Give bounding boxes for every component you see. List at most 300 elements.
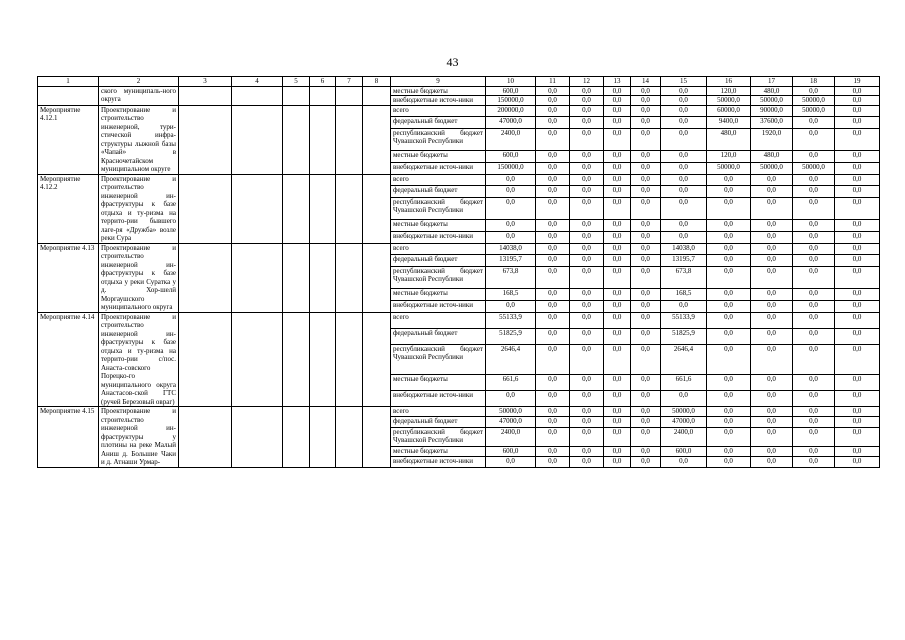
value-cell: 51825,9 bbox=[661, 328, 707, 344]
value-cell: 0,0 bbox=[536, 266, 570, 288]
value-cell: 0,0 bbox=[486, 300, 536, 312]
value-cell: 0,0 bbox=[835, 457, 880, 467]
value-cell: 50000,0 bbox=[793, 96, 835, 106]
value-cell: 0,0 bbox=[570, 417, 604, 427]
funding-source: республиканский бюджет Чувашской Республики bbox=[391, 344, 486, 374]
value-cell: 0,0 bbox=[751, 374, 793, 390]
value-cell: 0,0 bbox=[793, 446, 835, 456]
value-cell: 0,0 bbox=[631, 151, 661, 163]
value-cell: 50000,0 bbox=[486, 407, 536, 417]
value-cell: 14038,0 bbox=[486, 243, 536, 255]
value-cell: 0,0 bbox=[536, 255, 570, 267]
measure-description: ского муниципаль-ного округа bbox=[99, 86, 179, 105]
value-cell: 0,0 bbox=[486, 231, 536, 243]
empty-cell bbox=[363, 243, 391, 312]
value-cell: 0,0 bbox=[707, 417, 751, 427]
funding-source: местные бюджеты bbox=[391, 220, 486, 232]
value-cell: 0,0 bbox=[793, 220, 835, 232]
value-cell: 0,0 bbox=[486, 390, 536, 406]
value-cell: 0,0 bbox=[661, 457, 707, 467]
value-cell: 0,0 bbox=[751, 289, 793, 301]
value-cell: 0,0 bbox=[570, 457, 604, 467]
empty-cell bbox=[179, 312, 232, 407]
value-cell: 0,0 bbox=[793, 86, 835, 96]
value-cell: 0,0 bbox=[631, 162, 661, 174]
value-cell: 0,0 bbox=[631, 86, 661, 96]
value-cell: 0,0 bbox=[604, 407, 631, 417]
measure-id bbox=[38, 86, 99, 105]
value-cell: 90000,0 bbox=[751, 105, 793, 117]
value-cell: 0,0 bbox=[536, 128, 570, 150]
value-cell: 0,0 bbox=[604, 117, 631, 129]
value-cell: 0,0 bbox=[536, 243, 570, 255]
value-cell: 0,0 bbox=[631, 390, 661, 406]
funding-source: федеральный бюджет bbox=[391, 328, 486, 344]
value-cell: 0,0 bbox=[751, 457, 793, 467]
value-cell: 0,0 bbox=[631, 174, 661, 186]
value-cell: 0,0 bbox=[536, 374, 570, 390]
value-cell: 0,0 bbox=[536, 151, 570, 163]
value-cell: 0,0 bbox=[793, 457, 835, 467]
value-cell: 0,0 bbox=[570, 407, 604, 417]
value-cell: 0,0 bbox=[631, 220, 661, 232]
measure-description: Проектирование и строительство инженерной ин-фраструктуры у плотины на реке Малый Аниш д. Большие Чаки и д. Атнаши Урмар- bbox=[99, 407, 179, 468]
value-cell: 2646,4 bbox=[661, 344, 707, 374]
funding-source: всего bbox=[391, 312, 486, 328]
value-cell: 0,0 bbox=[604, 105, 631, 117]
value-cell: 0,0 bbox=[604, 162, 631, 174]
measure-id: Мероприятие 4.13 bbox=[38, 243, 99, 312]
funding-source: внебюджетные источ-ники bbox=[391, 162, 486, 174]
column-header: 9 bbox=[391, 77, 486, 87]
budget-table bbox=[37, 76, 880, 468]
value-cell: 0,0 bbox=[570, 289, 604, 301]
empty-cell bbox=[283, 312, 310, 407]
value-cell: 0,0 bbox=[604, 446, 631, 456]
value-cell: 0,0 bbox=[835, 151, 880, 163]
value-cell: 0,0 bbox=[570, 374, 604, 390]
value-cell: 0,0 bbox=[604, 390, 631, 406]
value-cell: 50000,0 bbox=[707, 162, 751, 174]
column-header: 1 bbox=[38, 77, 99, 87]
value-cell: 0,0 bbox=[661, 128, 707, 150]
value-cell: 0,0 bbox=[631, 446, 661, 456]
value-cell: 0,0 bbox=[793, 374, 835, 390]
funding-source: местные бюджеты bbox=[391, 86, 486, 96]
value-cell: 0,0 bbox=[536, 427, 570, 446]
value-cell: 0,0 bbox=[707, 427, 751, 446]
funding-source: местные бюджеты bbox=[391, 374, 486, 390]
value-cell: 0,0 bbox=[570, 220, 604, 232]
funding-source: республиканский бюджет Чувашской Республики bbox=[391, 128, 486, 150]
value-cell: 0,0 bbox=[707, 266, 751, 288]
value-cell: 0,0 bbox=[707, 255, 751, 267]
value-cell: 0,0 bbox=[570, 197, 604, 219]
value-cell: 0,0 bbox=[835, 105, 880, 117]
value-cell: 0,0 bbox=[570, 162, 604, 174]
value-cell: 0,0 bbox=[707, 289, 751, 301]
value-cell: 0,0 bbox=[835, 446, 880, 456]
value-cell: 0,0 bbox=[604, 128, 631, 150]
value-cell: 0,0 bbox=[793, 197, 835, 219]
empty-cell bbox=[283, 407, 310, 468]
value-cell: 0,0 bbox=[536, 162, 570, 174]
value-cell: 0,0 bbox=[835, 86, 880, 96]
value-cell: 0,0 bbox=[793, 266, 835, 288]
empty-cell bbox=[232, 174, 283, 243]
value-cell: 0,0 bbox=[570, 300, 604, 312]
empty-cell bbox=[232, 312, 283, 407]
value-cell: 0,0 bbox=[751, 427, 793, 446]
value-cell: 0,0 bbox=[570, 117, 604, 129]
empty-cell bbox=[363, 312, 391, 407]
empty-cell bbox=[179, 243, 232, 312]
value-cell: 0,0 bbox=[631, 417, 661, 427]
value-cell: 0,0 bbox=[661, 300, 707, 312]
value-cell: 0,0 bbox=[835, 374, 880, 390]
value-cell: 0,0 bbox=[707, 407, 751, 417]
value-cell: 673,8 bbox=[486, 266, 536, 288]
empty-cell bbox=[310, 407, 336, 468]
empty-cell bbox=[310, 86, 336, 105]
value-cell: 0,0 bbox=[631, 407, 661, 417]
column-header: 19 bbox=[835, 77, 880, 87]
value-cell: 480,0 bbox=[707, 128, 751, 150]
value-cell: 0,0 bbox=[631, 243, 661, 255]
value-cell: 0,0 bbox=[631, 197, 661, 219]
value-cell: 0,0 bbox=[707, 220, 751, 232]
value-cell: 0,0 bbox=[661, 162, 707, 174]
value-cell: 0,0 bbox=[707, 344, 751, 374]
value-cell: 0,0 bbox=[835, 197, 880, 219]
value-cell: 0,0 bbox=[486, 186, 536, 198]
value-cell: 0,0 bbox=[604, 427, 631, 446]
value-cell: 0,0 bbox=[536, 231, 570, 243]
value-cell: 0,0 bbox=[631, 266, 661, 288]
value-cell: 0,0 bbox=[835, 174, 880, 186]
value-cell: 0,0 bbox=[570, 96, 604, 106]
empty-cell bbox=[310, 312, 336, 407]
empty-cell bbox=[283, 105, 310, 174]
funding-source: всего bbox=[391, 174, 486, 186]
value-cell: 0,0 bbox=[835, 231, 880, 243]
funding-source: всего bbox=[391, 407, 486, 417]
value-cell: 0,0 bbox=[604, 197, 631, 219]
value-cell: 0,0 bbox=[661, 117, 707, 129]
empty-cell bbox=[232, 86, 283, 105]
column-header: 2 bbox=[99, 77, 179, 87]
value-cell: 0,0 bbox=[536, 174, 570, 186]
value-cell: 0,0 bbox=[707, 328, 751, 344]
value-cell: 600,0 bbox=[486, 151, 536, 163]
value-cell: 0,0 bbox=[536, 86, 570, 96]
value-cell: 0,0 bbox=[751, 220, 793, 232]
column-header: 5 bbox=[283, 77, 310, 87]
value-cell: 0,0 bbox=[835, 255, 880, 267]
empty-cell bbox=[336, 243, 363, 312]
value-cell: 200000,0 bbox=[486, 105, 536, 117]
value-cell: 47000,0 bbox=[661, 417, 707, 427]
column-header: 7 bbox=[336, 77, 363, 87]
value-cell: 0,0 bbox=[536, 197, 570, 219]
empty-cell bbox=[336, 86, 363, 105]
value-cell: 50000,0 bbox=[707, 96, 751, 106]
column-header: 12 bbox=[570, 77, 604, 87]
value-cell: 47000,0 bbox=[486, 417, 536, 427]
value-cell: 0,0 bbox=[570, 174, 604, 186]
value-cell: 0,0 bbox=[751, 417, 793, 427]
empty-cell bbox=[336, 174, 363, 243]
value-cell: 168,5 bbox=[486, 289, 536, 301]
value-cell: 0,0 bbox=[661, 151, 707, 163]
value-cell: 0,0 bbox=[486, 457, 536, 467]
measure-id: Мероприятие 4.15 bbox=[38, 407, 99, 468]
empty-cell bbox=[336, 407, 363, 468]
value-cell: 0,0 bbox=[536, 328, 570, 344]
empty-cell bbox=[179, 174, 232, 243]
value-cell: 2400,0 bbox=[486, 427, 536, 446]
value-cell: 0,0 bbox=[570, 151, 604, 163]
value-cell: 120,0 bbox=[707, 151, 751, 163]
page-number: 43 bbox=[446, 55, 459, 69]
value-cell: 0,0 bbox=[631, 231, 661, 243]
value-cell: 0,0 bbox=[835, 407, 880, 417]
value-cell: 0,0 bbox=[604, 151, 631, 163]
value-cell: 0,0 bbox=[751, 186, 793, 198]
value-cell: 0,0 bbox=[604, 255, 631, 267]
value-cell: 0,0 bbox=[486, 197, 536, 219]
value-cell: 0,0 bbox=[570, 243, 604, 255]
value-cell: 0,0 bbox=[631, 344, 661, 374]
funding-source: всего bbox=[391, 243, 486, 255]
value-cell: 0,0 bbox=[570, 86, 604, 96]
value-cell: 0,0 bbox=[631, 96, 661, 106]
empty-cell bbox=[336, 312, 363, 407]
value-cell: 168,5 bbox=[661, 289, 707, 301]
funding-source: республиканский бюджет Чувашской Республики bbox=[391, 266, 486, 288]
empty-cell bbox=[310, 174, 336, 243]
value-cell: 0,0 bbox=[793, 417, 835, 427]
measure-id: Мероприятие 4.12.1 bbox=[38, 105, 99, 174]
value-cell: 0,0 bbox=[536, 457, 570, 467]
value-cell: 0,0 bbox=[661, 105, 707, 117]
value-cell: 0,0 bbox=[835, 96, 880, 106]
value-cell: 0,0 bbox=[707, 174, 751, 186]
value-cell: 0,0 bbox=[631, 427, 661, 446]
funding-source: федеральный бюджет bbox=[391, 186, 486, 198]
empty-cell bbox=[232, 243, 283, 312]
value-cell: 0,0 bbox=[707, 457, 751, 467]
value-cell: 37600,0 bbox=[751, 117, 793, 129]
value-cell: 0,0 bbox=[751, 312, 793, 328]
value-cell: 0,0 bbox=[835, 300, 880, 312]
column-header: 17 bbox=[751, 77, 793, 87]
value-cell: 0,0 bbox=[793, 427, 835, 446]
value-cell: 0,0 bbox=[707, 374, 751, 390]
value-cell: 0,0 bbox=[793, 407, 835, 417]
empty-cell bbox=[283, 86, 310, 105]
value-cell: 0,0 bbox=[604, 86, 631, 96]
empty-cell bbox=[179, 105, 232, 174]
value-cell: 0,0 bbox=[793, 312, 835, 328]
value-cell: 0,0 bbox=[631, 312, 661, 328]
value-cell: 0,0 bbox=[661, 220, 707, 232]
empty-cell bbox=[283, 243, 310, 312]
value-cell: 0,0 bbox=[835, 186, 880, 198]
column-header: 18 bbox=[793, 77, 835, 87]
value-cell: 0,0 bbox=[604, 231, 631, 243]
value-cell: 120,0 bbox=[707, 86, 751, 96]
value-cell: 0,0 bbox=[793, 151, 835, 163]
value-cell: 0,0 bbox=[793, 328, 835, 344]
value-cell: 0,0 bbox=[570, 312, 604, 328]
value-cell: 51825,9 bbox=[486, 328, 536, 344]
value-cell: 55133,9 bbox=[486, 312, 536, 328]
value-cell: 0,0 bbox=[536, 220, 570, 232]
value-cell: 150000,0 bbox=[486, 96, 536, 106]
value-cell: 600,0 bbox=[486, 446, 536, 456]
value-cell: 0,0 bbox=[604, 266, 631, 288]
funding-source: местные бюджеты bbox=[391, 446, 486, 456]
value-cell: 0,0 bbox=[751, 328, 793, 344]
value-cell: 0,0 bbox=[631, 117, 661, 129]
value-cell: 0,0 bbox=[604, 186, 631, 198]
column-header: 6 bbox=[310, 77, 336, 87]
value-cell: 0,0 bbox=[835, 220, 880, 232]
funding-source: федеральный бюджет bbox=[391, 117, 486, 129]
value-cell: 0,0 bbox=[707, 197, 751, 219]
value-cell: 0,0 bbox=[835, 128, 880, 150]
column-header: 15 bbox=[661, 77, 707, 87]
value-cell: 0,0 bbox=[707, 231, 751, 243]
value-cell: 0,0 bbox=[604, 300, 631, 312]
value-cell: 0,0 bbox=[793, 128, 835, 150]
value-cell: 14038,0 bbox=[661, 243, 707, 255]
funding-source: федеральный бюджет bbox=[391, 255, 486, 267]
value-cell: 60000,0 bbox=[707, 105, 751, 117]
value-cell: 0,0 bbox=[604, 174, 631, 186]
empty-cell bbox=[363, 86, 391, 105]
table-row bbox=[38, 407, 880, 417]
value-cell: 0,0 bbox=[751, 243, 793, 255]
value-cell: 0,0 bbox=[793, 289, 835, 301]
value-cell: 0,0 bbox=[707, 300, 751, 312]
table-row bbox=[38, 86, 880, 96]
value-cell: 0,0 bbox=[793, 243, 835, 255]
value-cell: 0,0 bbox=[707, 186, 751, 198]
funding-source: республиканский бюджет Чувашской Республики bbox=[391, 197, 486, 219]
value-cell: 13195,7 bbox=[661, 255, 707, 267]
value-cell: 0,0 bbox=[486, 220, 536, 232]
funding-source: местные бюджеты bbox=[391, 289, 486, 301]
funding-source: внебюджетные источ-ники bbox=[391, 300, 486, 312]
table-row bbox=[38, 105, 880, 117]
value-cell: 0,0 bbox=[536, 96, 570, 106]
value-cell: 0,0 bbox=[631, 300, 661, 312]
value-cell: 0,0 bbox=[536, 186, 570, 198]
value-cell: 0,0 bbox=[604, 417, 631, 427]
value-cell: 0,0 bbox=[661, 86, 707, 96]
value-cell: 0,0 bbox=[631, 289, 661, 301]
value-cell: 0,0 bbox=[631, 328, 661, 344]
value-cell: 0,0 bbox=[661, 174, 707, 186]
value-cell: 0,0 bbox=[631, 457, 661, 467]
value-cell: 0,0 bbox=[604, 312, 631, 328]
funding-source: республиканский бюджет Чувашской Республики bbox=[391, 427, 486, 446]
value-cell: 600,0 bbox=[486, 86, 536, 96]
value-cell: 0,0 bbox=[835, 328, 880, 344]
column-header: 14 bbox=[631, 77, 661, 87]
value-cell: 0,0 bbox=[835, 417, 880, 427]
value-cell: 0,0 bbox=[707, 312, 751, 328]
value-cell: 0,0 bbox=[835, 117, 880, 129]
value-cell: 0,0 bbox=[835, 162, 880, 174]
value-cell: 0,0 bbox=[835, 243, 880, 255]
value-cell: 0,0 bbox=[751, 266, 793, 288]
value-cell: 0,0 bbox=[570, 344, 604, 374]
funding-source: внебюджетные источ-ники bbox=[391, 457, 486, 467]
value-cell: 0,0 bbox=[570, 186, 604, 198]
value-cell: 0,0 bbox=[536, 312, 570, 328]
table-row bbox=[38, 174, 880, 186]
value-cell: 480,0 bbox=[751, 151, 793, 163]
value-cell: 13195,7 bbox=[486, 255, 536, 267]
value-cell: 50000,0 bbox=[661, 407, 707, 417]
value-cell: 0,0 bbox=[570, 328, 604, 344]
funding-source: внебюджетные источ-ники bbox=[391, 231, 486, 243]
value-cell: 0,0 bbox=[661, 231, 707, 243]
table-body bbox=[38, 86, 880, 467]
value-cell: 0,0 bbox=[631, 128, 661, 150]
value-cell: 9400,0 bbox=[707, 117, 751, 129]
funding-source: местные бюджеты bbox=[391, 151, 486, 163]
empty-cell bbox=[310, 105, 336, 174]
column-header: 3 bbox=[179, 77, 232, 87]
value-cell: 0,0 bbox=[604, 328, 631, 344]
value-cell: 661,6 bbox=[661, 374, 707, 390]
value-cell: 0,0 bbox=[793, 174, 835, 186]
value-cell: 0,0 bbox=[570, 446, 604, 456]
value-cell: 0,0 bbox=[751, 344, 793, 374]
value-cell: 0,0 bbox=[536, 344, 570, 374]
value-cell: 50000,0 bbox=[751, 162, 793, 174]
measure-description: Проектирование и строительство инженерной ин-фраструктуры к базе отдыха и ту-ризма на террито-рии бывшего лаге-ря «Дружба» возле реки Сура bbox=[99, 174, 179, 243]
value-cell: 0,0 bbox=[707, 390, 751, 406]
value-cell: 0,0 bbox=[835, 390, 880, 406]
empty-cell bbox=[336, 105, 363, 174]
value-cell: 0,0 bbox=[570, 427, 604, 446]
value-cell: 0,0 bbox=[751, 174, 793, 186]
value-cell: 50000,0 bbox=[793, 105, 835, 117]
value-cell: 600,0 bbox=[661, 446, 707, 456]
value-cell: 0,0 bbox=[570, 105, 604, 117]
value-cell: 0,0 bbox=[604, 289, 631, 301]
measure-description: Проектирование и строительство инженерной ин-фраструктуры к базе отдыха и ту-ризма на террито-рии с/пос. Анаста-совского Порецко-го муниципального округа Анастасов-ской ГТС (ручей Березовый овраг) bbox=[99, 312, 179, 407]
value-cell: 0,0 bbox=[536, 446, 570, 456]
empty-cell bbox=[310, 243, 336, 312]
value-cell: 0,0 bbox=[631, 186, 661, 198]
value-cell: 0,0 bbox=[793, 117, 835, 129]
table-row bbox=[38, 312, 880, 328]
value-cell: 0,0 bbox=[661, 96, 707, 106]
value-cell: 0,0 bbox=[751, 197, 793, 219]
value-cell: 0,0 bbox=[536, 105, 570, 117]
value-cell: 0,0 bbox=[751, 255, 793, 267]
empty-cell bbox=[179, 407, 232, 468]
value-cell: 0,0 bbox=[604, 243, 631, 255]
value-cell: 2646,4 bbox=[486, 344, 536, 374]
measure-description: Проектирование и строительство инженерной ин-фраструктуры к базе отдыха у реки Суратка у д. Хор-шелй Моргаушского муниципального округа bbox=[99, 243, 179, 312]
